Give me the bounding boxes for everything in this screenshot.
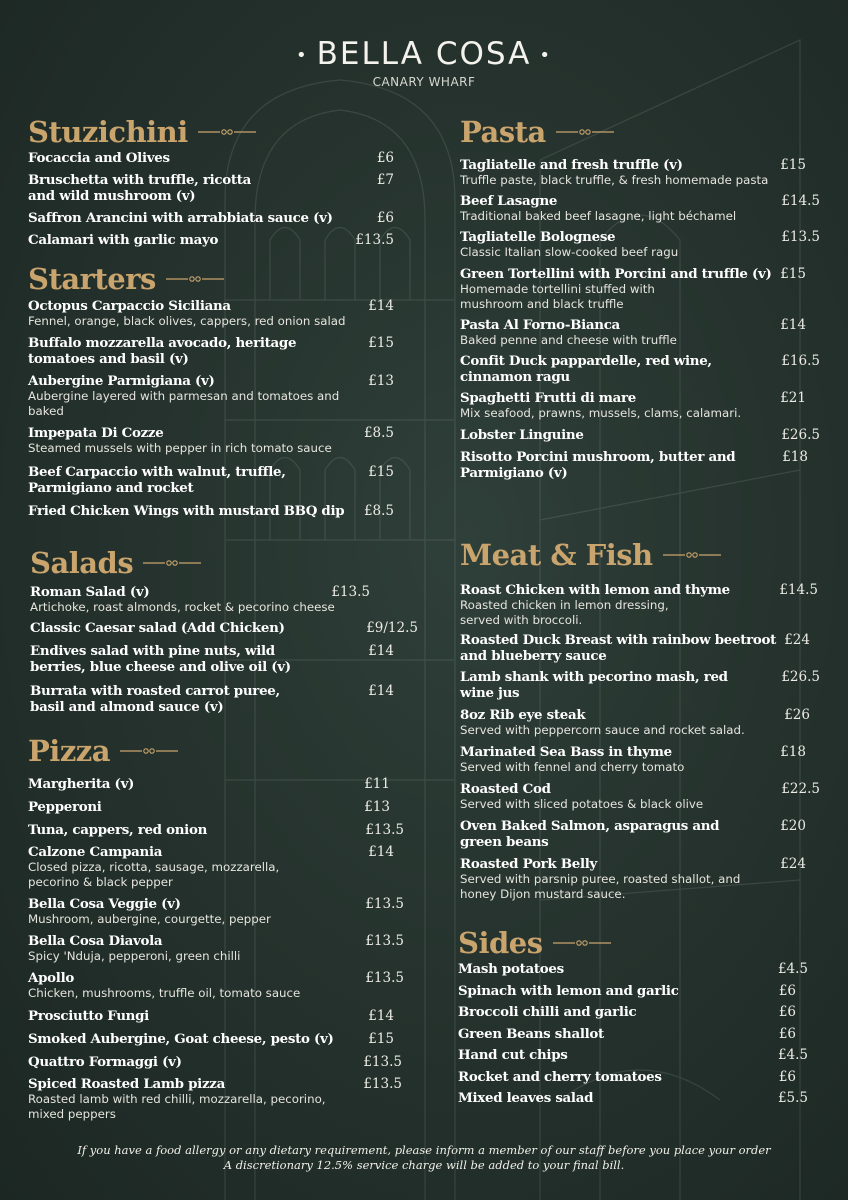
item-description: Closed pizza, ricotta, sausage, mozzarella, pecorino & black pepper — [28, 860, 280, 889]
item-price: £11 — [364, 776, 390, 792]
menu-item — [460, 193, 820, 224]
item-price: £18 — [782, 449, 808, 465]
footer-notice — [0, 1143, 848, 1173]
item-name: Spiced Roasted Lamb pizza — [28, 1076, 225, 1092]
menu-item — [458, 1047, 808, 1063]
item-name: Tagliatelle and fresh truffle (v) — [460, 157, 683, 173]
item-description: Served with peppercorn sauce and rocket salad. — [460, 723, 745, 737]
menu-item — [30, 620, 418, 636]
item-price: £13.5 — [365, 970, 404, 986]
section-meat-fish — [460, 537, 820, 902]
menu-item — [458, 1026, 808, 1042]
item-price: £9/12.5 — [366, 620, 418, 636]
menu-item — [460, 229, 820, 260]
menu-item — [460, 266, 820, 312]
menu-item — [458, 1069, 808, 1085]
item-price: £13.5 — [365, 933, 404, 949]
menu-item — [460, 582, 820, 628]
menu-item — [28, 172, 394, 204]
restaurant-name — [0, 36, 848, 72]
item-price: £24 — [784, 632, 810, 648]
menu-item — [30, 584, 418, 615]
section-pasta — [460, 114, 820, 481]
item-price: £20 — [780, 818, 806, 834]
section-sides — [458, 925, 808, 1106]
item-description: Aubergine layered with parmesan and tomatoes and baked — [28, 389, 340, 418]
item-price: £15 — [368, 335, 394, 351]
section-title: Pizza — [28, 734, 111, 768]
item-name: Oven Baked Salmon, asparagus and green beans — [460, 818, 720, 850]
item-description: Artichoke, roast almonds, rocket & pecorino cheese — [30, 600, 335, 614]
item-price: £6 — [778, 1068, 796, 1085]
item-name: Bella Cosa Veggie (v) — [28, 896, 181, 912]
title-dot-right-icon: • — [539, 45, 552, 66]
menu-item — [458, 1004, 808, 1020]
section-title: Sides — [458, 926, 543, 960]
item-name: Prosciutto Fungi — [28, 1008, 149, 1024]
restaurant-location: CANARY WHARF — [372, 75, 476, 89]
item-name: Roasted Cod — [460, 781, 551, 797]
item-description: Served with fennel and cherry tomato — [460, 760, 685, 774]
item-name: Pasta Al Forno-Bianca — [460, 317, 620, 333]
item-description: Traditional baked beef lasagne, light béchamel — [460, 209, 737, 223]
item-name: Tagliatelle Bolognese — [460, 229, 616, 245]
item-price: £6 — [778, 982, 796, 999]
menu-item — [28, 799, 404, 815]
menu-item — [28, 150, 394, 166]
item-description: Spicy 'Nduja, pepperoni, green chilli — [28, 949, 241, 963]
restaurant-name-text: BELLA COSA — [316, 36, 532, 72]
item-price: £14.5 — [781, 193, 820, 209]
item-description: Served with parsnip puree, roasted shallot, and honey Dijon mustard sauce. — [460, 872, 741, 901]
menu-item — [460, 157, 820, 188]
item-price: £6 — [778, 1004, 796, 1020]
menu-item — [460, 390, 820, 421]
item-price: £13.5 — [355, 232, 394, 248]
item-price: £8.5 — [363, 503, 394, 519]
item-name: Spaghetti Frutti di mare — [460, 390, 636, 406]
item-name: Green Tortellini with Porcini and truffle (v) — [460, 266, 772, 282]
item-name: Roasted Duck Breast with rainbow beetroot and blueberry sauce — [460, 632, 777, 664]
menu-item — [460, 669, 820, 701]
menu-item — [30, 683, 418, 715]
item-price: £15 — [368, 464, 394, 480]
item-name: Marinated Sea Bass in thyme — [460, 744, 672, 760]
section-title: Meat & Fish — [460, 538, 653, 572]
item-price: £21 — [780, 390, 806, 406]
item-description: Mushroom, aubergine, courgette, pepper — [28, 912, 271, 926]
menu-item — [28, 503, 394, 519]
item-name: 8oz Rib eye steak — [460, 707, 586, 723]
item-price: £13.5 — [363, 1054, 402, 1070]
menu-item — [460, 317, 820, 348]
flourish-icon — [120, 746, 178, 756]
menu-item — [460, 449, 820, 481]
item-name: Buffalo mozzarella avocado, heritage tomatoes and basil (v) — [28, 335, 297, 367]
item-description: Classic Italian slow-cooked beef ragu — [460, 245, 679, 259]
item-description: Homemade tortellini stuffed with mushroom and black truffle — [460, 282, 655, 311]
item-price: £14 — [368, 1008, 394, 1024]
item-name: Burrata with roasted carrot puree, basil and almond sauce (v) — [30, 683, 280, 715]
menu-item — [28, 425, 394, 456]
item-name: Bella Cosa Diavola — [28, 933, 163, 949]
menu-item — [28, 776, 404, 792]
item-price: £8.5 — [363, 425, 394, 441]
menu-item — [30, 643, 418, 675]
flourish-icon — [556, 127, 614, 137]
item-name: Apollo — [28, 970, 74, 986]
item-name: Broccoli chilli and garlic — [458, 1004, 637, 1020]
menu-item — [28, 373, 394, 419]
item-name: Roast Chicken with lemon and thyme — [460, 582, 730, 598]
item-name: Calzone Campania — [28, 844, 163, 860]
item-description: Truffle paste, black truffle, & fresh homemade pasta — [460, 173, 769, 187]
item-name: Beef Lasagne — [460, 193, 558, 209]
service-charge-notice: A discretionary 12.5% service charge will be added to your final bill. — [223, 1158, 625, 1172]
flourish-icon — [143, 558, 201, 568]
item-name: Classic Caesar salad (Add Chicken) — [30, 620, 285, 636]
menu-item — [28, 232, 394, 248]
item-price: £6 — [376, 210, 394, 226]
item-description: Chicken, mushrooms, truffle oil, tomato sauce — [28, 986, 301, 1000]
item-name: Roman Salad (v) — [30, 584, 150, 600]
item-name: Calamari with garlic mayo — [28, 232, 219, 248]
title-dot-left-icon: • — [296, 45, 309, 66]
item-description: Mix seafood, prawns, mussels, clams, calamari. — [460, 406, 742, 420]
item-price: £14 — [368, 683, 394, 699]
item-price: £14.5 — [779, 582, 818, 598]
item-name: Octopus Carpaccio Siciliana — [28, 298, 231, 314]
section-title: Starters — [28, 262, 156, 296]
menu-item — [460, 818, 820, 850]
item-price: £22.5 — [781, 781, 820, 797]
item-price: £7 — [376, 172, 394, 188]
item-price: £26.5 — [781, 669, 820, 685]
item-name: Lobster Linguine — [460, 427, 584, 443]
menu-item — [460, 632, 820, 664]
item-name: Hand cut chips — [458, 1047, 568, 1063]
item-description: Fennel, orange, black olives, cappers, red onion salad — [28, 314, 346, 328]
item-name: Impepata Di Cozze — [28, 425, 164, 441]
section-salads — [30, 545, 418, 715]
menu-item — [460, 781, 820, 812]
menu-item — [460, 856, 820, 902]
item-name: Risotto Porcini mushroom, butter and Parmigiano (v) — [460, 449, 736, 481]
menu-item — [28, 1054, 404, 1070]
section-title: Stuzichini — [28, 115, 188, 149]
item-name: Focaccia and Olives — [28, 150, 170, 166]
menu-item — [458, 961, 808, 977]
menu-item — [460, 427, 820, 443]
item-price: £5.5 — [777, 1090, 808, 1106]
menu-item — [28, 1008, 404, 1024]
item-name: Mash potatoes — [458, 961, 564, 977]
menu-item — [28, 822, 404, 838]
item-price: £14 — [368, 844, 394, 860]
item-price: £14 — [368, 298, 394, 314]
item-name: Fried Chicken Wings with mustard BBQ dip — [28, 503, 345, 519]
item-name: Green Beans shallot — [458, 1025, 604, 1042]
item-price: £13.5 — [363, 1076, 402, 1092]
item-price: £13 — [368, 373, 394, 389]
section-stuzichini — [28, 114, 394, 248]
item-name: Bruschetta with truffle, ricotta and wild mushroom (v) — [28, 172, 252, 204]
item-description: Roasted lamb with red chilli, mozzarella, pecorino, mixed peppers — [28, 1092, 326, 1121]
item-name: Beef Carpaccio with walnut, truffle, Parmigiano and rocket — [28, 464, 286, 496]
item-price: £13.5 — [331, 584, 370, 600]
item-price: £16.5 — [781, 353, 820, 369]
menu-item — [460, 353, 820, 385]
menu-item — [28, 1076, 404, 1122]
item-name: Endives salad with pine nuts, wild berries, blue cheese and olive oil (v) — [30, 643, 291, 675]
item-price: £15 — [780, 157, 806, 173]
menu-item — [28, 933, 404, 964]
flourish-icon — [198, 127, 256, 137]
item-price: £14 — [368, 643, 394, 659]
menu-item — [28, 210, 394, 226]
item-price: £13.5 — [365, 822, 404, 838]
menu-item — [458, 1090, 808, 1106]
section-starters — [28, 261, 394, 519]
item-price: £18 — [780, 744, 806, 760]
menu-item — [28, 298, 394, 329]
item-price: £24 — [780, 856, 806, 872]
item-price: £15 — [368, 1031, 394, 1047]
item-name: Tuna, cappers, red onion — [28, 822, 208, 838]
item-price: £13.5 — [365, 896, 404, 912]
menu-item — [28, 1031, 404, 1047]
item-name: Confit Duck pappardelle, red wine, cinnamon ragu — [460, 353, 712, 385]
item-price: £13.5 — [781, 229, 820, 245]
section-title: Pasta — [460, 115, 546, 149]
item-name: Pepperoni — [28, 799, 102, 815]
item-description: Baked penne and cheese with truffle — [460, 333, 677, 347]
item-price: £26.5 — [781, 427, 820, 443]
item-description: Served with sliced potatoes & black olive — [460, 797, 704, 811]
item-name: Lamb shank with pecorino mash, red wine jus — [460, 669, 728, 701]
item-name: Mixed leaves salad — [458, 1090, 594, 1106]
item-price: £6 — [376, 150, 394, 166]
menu-item — [458, 983, 808, 999]
menu-item — [28, 335, 394, 367]
section-title: Salads — [30, 546, 134, 580]
item-name: Aubergine Parmigiana (v) — [28, 373, 215, 389]
allergy-notice: If you have a food allergy or any dietary requirement, please inform a member of our staff before you place your order — [77, 1143, 771, 1157]
menu-item — [28, 464, 394, 496]
menu-item — [28, 844, 404, 890]
item-price: £13 — [364, 799, 390, 815]
item-description: Steamed mussels with pepper in rich tomato sauce — [28, 441, 332, 455]
item-price: £6 — [778, 1025, 796, 1042]
menu-item — [28, 896, 404, 927]
item-description: Roasted chicken in lemon dressing, served with broccoli. — [460, 598, 669, 627]
item-name: Quattro Formaggi (v) — [28, 1054, 182, 1070]
menu-item — [28, 970, 404, 1001]
item-name: Roasted Pork Belly — [460, 856, 598, 872]
flourish-icon — [663, 550, 721, 560]
item-name: Smoked Aubergine, Goat cheese, pesto (v) — [28, 1031, 334, 1047]
menu-header — [0, 36, 848, 89]
item-name: Spinach with lemon and garlic — [458, 982, 679, 999]
item-name: Margherita (v) — [28, 776, 135, 792]
section-pizza — [28, 733, 404, 1122]
item-price: £15 — [780, 266, 806, 282]
menu-item — [460, 707, 820, 738]
flourish-icon — [553, 938, 611, 948]
flourish-icon — [166, 274, 224, 284]
item-price: £4.5 — [777, 1047, 808, 1063]
item-price: £14 — [780, 317, 806, 333]
menu-item — [460, 744, 820, 775]
item-price: £26 — [784, 707, 810, 723]
item-price: £4.5 — [777, 961, 808, 977]
item-name: Saffron Arancini with arrabbiata sauce (v) — [28, 210, 333, 226]
item-name: Rocket and cherry tomatoes — [458, 1068, 662, 1085]
